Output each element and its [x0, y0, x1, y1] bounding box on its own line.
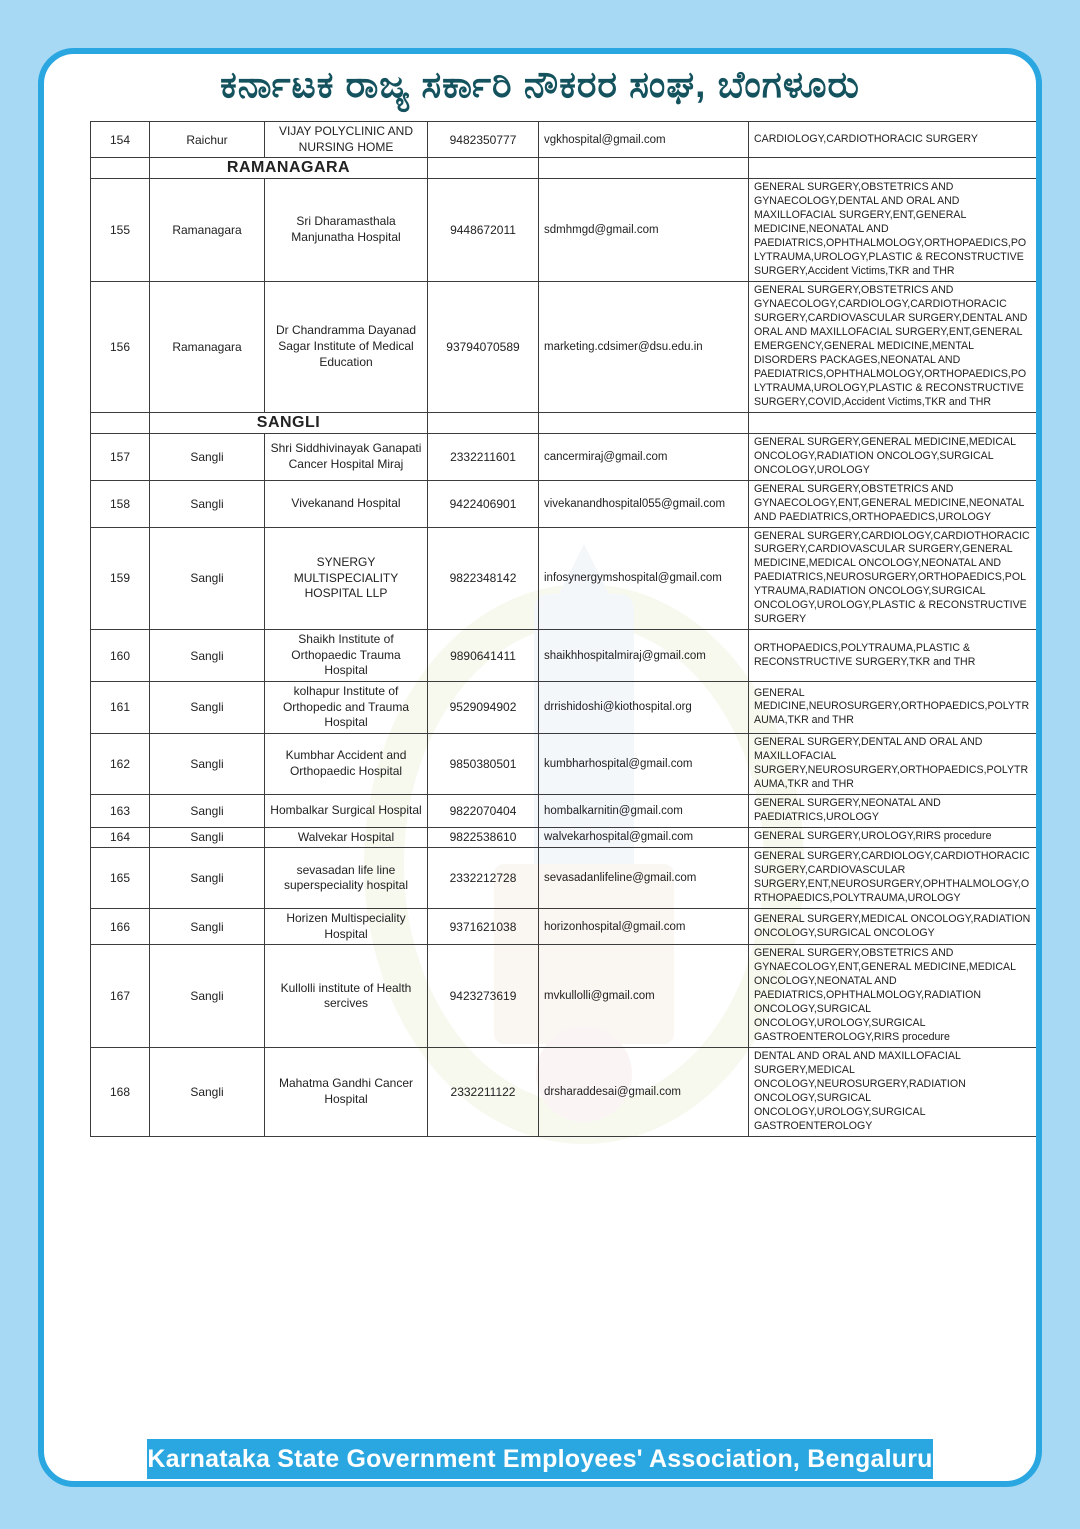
cell-specialties: GENERAL SURGERY,NEONATAL AND PAEDIATRICS,UROLOGY — [749, 794, 1037, 827]
cell-district: Raichur — [150, 122, 265, 158]
cell-sl: 166 — [91, 909, 150, 945]
cell-name: Vivekanand Hospital — [265, 480, 428, 527]
section-header-row — [91, 158, 1037, 179]
cell-empty — [428, 412, 539, 433]
cell-phone: 2332211601 — [428, 433, 539, 480]
cell-sl: 157 — [91, 433, 150, 480]
hospital-row — [91, 682, 1037, 734]
cell-specialties: GENERAL SURGERY,OBSTETRICS AND GYNAECOLOGY,CARDIOLOGY,CARDIOTHORACIC SURGERY,CARDIOVASCULAR SURGERY,DENTAL AND ORAL AND MAXILLOFACIAL SURGERY,ENT,GENERAL EMERGENCY,GENERAL MEDICINE,MENTAL DISORDERS PACKAGES,NEONATAL AND PAEDIATRICS,OPHTHALMOLOGY,ORTHOPAEDICS,POLYTRAUMA,UROLOGY,PLASTIC & RECONSTRUCTIVE SURGERY,COVID,Accident Victims,TKR and THR — [749, 281, 1037, 412]
cell-specialties: GENERAL SURGERY,OBSTETRICS AND GYNAECOLOGY,DENTAL AND ORAL AND MAXILLOFACIAL SURGERY,ENT,GENERAL MEDICINE,NEONATAL AND PAEDIATRICS,OPHTHALMOLOGY,ORTHOPAEDICS,POLYTRAUMA,UROLOGY,PLASTIC & RECONSTRUCTIVE SURGERY,Accident Victims,TKR and THR — [749, 179, 1037, 282]
cell-specialties: GENERAL SURGERY,GENERAL MEDICINE,MEDICAL ONCOLOGY,RADIATION ONCOLOGY,SURGICAL ONCOLOGY,UROLOGY — [749, 433, 1037, 480]
cell-phone: 9529094902 — [428, 682, 539, 734]
cell-email: infosynergymshospital@gmail.com — [539, 527, 749, 630]
section-header-label: SANGLI — [150, 412, 428, 433]
cell-phone: 9448672011 — [428, 179, 539, 282]
cell-district: Sangli — [150, 848, 265, 909]
cell-phone: 2332212728 — [428, 848, 539, 909]
hospital-row — [91, 827, 1037, 848]
cell-district: Sangli — [150, 827, 265, 848]
cell-sl: 159 — [91, 527, 150, 630]
cell-email: kumbharhospital@gmail.com — [539, 733, 749, 794]
cell-district: Sangli — [150, 527, 265, 630]
cell-specialties: GENERAL SURGERY,CARDIOLOGY,CARDIOTHORACIC SURGERY,CARDIOVASCULAR SURGERY,ENT,NEUROSURGERY,OPHTHALMOLOGY,ORTHOPAEDICS,POLYTRAUMA,UROLOGY — [749, 848, 1037, 909]
cell-name: Dr Chandramma Dayanad Sagar Institute of Medical Education — [265, 281, 428, 412]
cell-sl: 164 — [91, 827, 150, 848]
section-header-row — [91, 412, 1037, 433]
cell-sl: 155 — [91, 179, 150, 282]
cell-specialties: GENERAL SURGERY,CARDIOLOGY,CARDIOTHORACIC SURGERY,CARDIOVASCULAR SURGERY,GENERAL MEDICINE,MEDICAL ONCOLOGY,NEONATAL AND PAEDIATRICS,NEUROSURGERY,ORTHOPAEDICS,POLYTRAUMA,RADIATION ONCOLOGY,SURGICAL ONCOLOGY,UROLOGY,PLASTIC & RECONSTRUCTIVE SURGERY — [749, 527, 1037, 630]
hospital-table — [90, 121, 1037, 1137]
cell-phone: 9850380501 — [428, 733, 539, 794]
cell-district: Sangli — [150, 480, 265, 527]
cell-specialties: GENERAL MEDICINE,NEUROSURGERY,ORTHOPAEDICS,POLYTRAUMA,TKR and THR — [749, 682, 1037, 734]
hospital-row — [91, 480, 1037, 527]
hospital-row — [91, 281, 1037, 412]
section-header-label: RAMANAGARA — [150, 158, 428, 179]
cell-name: kolhapur Institute of Orthopedic and Trauma Hospital — [265, 682, 428, 734]
hospital-row — [91, 945, 1037, 1048]
cell-district: Ramanagara — [150, 179, 265, 282]
cell-phone: 9371621038 — [428, 909, 539, 945]
cell-phone: 9822348142 — [428, 527, 539, 630]
cell-district: Sangli — [150, 909, 265, 945]
cell-district: Sangli — [150, 630, 265, 682]
cell-sl: 161 — [91, 682, 150, 734]
hospital-row — [91, 1048, 1037, 1137]
cell-district: Ramanagara — [150, 281, 265, 412]
cell-specialties: ORTHOPAEDICS,POLYTRAUMA,PLASTIC & RECONSTRUCTIVE SURGERY,TKR and THR — [749, 630, 1037, 682]
hospital-row — [91, 794, 1037, 827]
cell-name: sevasadan life line superspeciality hospital — [265, 848, 428, 909]
hospital-row — [91, 630, 1037, 682]
cell-specialties: GENERAL SURGERY,OBSTETRICS AND GYNAECOLOGY,ENT,GENERAL MEDICINE,MEDICAL ONCOLOGY,NEONATAL AND PAEDIATRICS,OPHTHALMOLOGY,RADIATION ONCOLOGY,SURGICAL ONCOLOGY,UROLOGY,SURGICAL GASTROENTEROLOGY,RIRS procedure — [749, 945, 1037, 1048]
cell-name: Kumbhar Accident and Orthopaedic Hospital — [265, 733, 428, 794]
cell-email: drrishidoshi@kiothospital.org — [539, 682, 749, 734]
cell-sl: 165 — [91, 848, 150, 909]
cell-empty — [428, 158, 539, 179]
cell-district: Sangli — [150, 733, 265, 794]
footer-text: Karnataka State Government Employees' Association, Bengaluru — [147, 1444, 933, 1473]
page-title: ಕರ್ನಾಟಕ ರಾಜ್ಯ ಸರ್ಕಾರಿ ನೌಕರರ ಸಂಘ, ಬೆಂಗಳೂರು — [220, 64, 860, 105]
cell-name: VIJAY POLYCLINIC AND NURSING HOME — [265, 122, 428, 158]
cell-email: cancermiraj@gmail.com — [539, 433, 749, 480]
cell-empty — [749, 158, 1037, 179]
hospital-row — [91, 433, 1037, 480]
cell-empty — [91, 412, 150, 433]
cell-name: Shri Siddhivinayak Ganapati Cancer Hospital Miraj — [265, 433, 428, 480]
cell-sl: 163 — [91, 794, 150, 827]
cell-specialties: GENERAL SURGERY,UROLOGY,RIRS procedure — [749, 827, 1037, 848]
cell-name: SYNERGY MULTISPECIALITY HOSPITAL LLP — [265, 527, 428, 630]
cell-specialties: GENERAL SURGERY,MEDICAL ONCOLOGY,RADIATION ONCOLOGY,SURGICAL ONCOLOGY — [749, 909, 1037, 945]
cell-phone: 9482350777 — [428, 122, 539, 158]
cell-phone: 2332211122 — [428, 1048, 539, 1137]
cell-email: mvkullolli@gmail.com — [539, 945, 749, 1048]
cell-name: Horizen Multispeciality Hospital — [265, 909, 428, 945]
hospital-row — [91, 179, 1037, 282]
cell-empty — [749, 412, 1037, 433]
cell-email: sdmhmgd@gmail.com — [539, 179, 749, 282]
footer-banner — [147, 1439, 933, 1479]
cell-email: shaikhhospitalmiraj@gmail.com — [539, 630, 749, 682]
cell-specialties: DENTAL AND ORAL AND MAXILLOFACIAL SURGERY,MEDICAL ONCOLOGY,NEUROSURGERY,RADIATION ONCOLOGY,SURGICAL ONCOLOGY,UROLOGY,SURGICAL GASTROENTEROLOGY — [749, 1048, 1037, 1137]
cell-email: sevasadanlifeline@gmail.com — [539, 848, 749, 909]
cell-name: Shaikh Institute of Orthopaedic Trauma Hospital — [265, 630, 428, 682]
cell-phone: 9422406901 — [428, 480, 539, 527]
cell-name: Hombalkar Surgical Hospital — [265, 794, 428, 827]
hospital-row — [91, 122, 1037, 158]
cell-email: vgkhospital@gmail.com — [539, 122, 749, 158]
cell-email: drsharaddesai@gmail.com — [539, 1048, 749, 1137]
cell-district: Sangli — [150, 682, 265, 734]
cell-district: Sangli — [150, 433, 265, 480]
cell-email: walvekarhospital@gmail.com — [539, 827, 749, 848]
cell-empty — [91, 158, 150, 179]
cell-phone: 9890641411 — [428, 630, 539, 682]
cell-district: Sangli — [150, 1048, 265, 1137]
cell-empty — [539, 158, 749, 179]
hospital-row — [91, 733, 1037, 794]
cell-sl: 167 — [91, 945, 150, 1048]
hospital-row — [91, 909, 1037, 945]
cell-name: Walvekar Hospital — [265, 827, 428, 848]
cell-email: horizonhospital@gmail.com — [539, 909, 749, 945]
cell-district: Sangli — [150, 945, 265, 1048]
cell-specialties: GENERAL SURGERY,OBSTETRICS AND GYNAECOLOGY,ENT,GENERAL MEDICINE,NEONATAL AND PAEDIATRICS,ORTHOPAEDICS,UROLOGY — [749, 480, 1037, 527]
hospital-row — [91, 848, 1037, 909]
cell-sl: 162 — [91, 733, 150, 794]
cell-name: Mahatma Gandhi Cancer Hospital — [265, 1048, 428, 1137]
cell-sl: 160 — [91, 630, 150, 682]
cell-empty — [539, 412, 749, 433]
cell-email: hombalkarnitin@gmail.com — [539, 794, 749, 827]
cell-email: marketing.cdsimer@dsu.edu.in — [539, 281, 749, 412]
cell-phone: 93794070589 — [428, 281, 539, 412]
document-card — [38, 48, 1042, 1487]
cell-email: vivekanandhospital055@gmail.com — [539, 480, 749, 527]
cell-sl: 156 — [91, 281, 150, 412]
cell-district: Sangli — [150, 794, 265, 827]
cell-sl: 158 — [91, 480, 150, 527]
cell-name: Kullolli institute of Health sercives — [265, 945, 428, 1048]
cell-phone: 9822070404 — [428, 794, 539, 827]
cell-phone: 9822538610 — [428, 827, 539, 848]
cell-name: Sri Dharamasthala Manjunatha Hospital — [265, 179, 428, 282]
cell-specialties: GENERAL SURGERY,DENTAL AND ORAL AND MAXILLOFACIAL SURGERY,NEUROSURGERY,ORTHOPAEDICS,POLYTRAUMA,TKR and THR — [749, 733, 1037, 794]
cell-phone: 9423273619 — [428, 945, 539, 1048]
cell-sl: 154 — [91, 122, 150, 158]
cell-sl: 168 — [91, 1048, 150, 1137]
hospital-row — [91, 527, 1037, 630]
cell-specialties: CARDIOLOGY,CARDIOTHORACIC SURGERY — [749, 122, 1037, 158]
hospital-table-body — [91, 122, 1037, 1137]
